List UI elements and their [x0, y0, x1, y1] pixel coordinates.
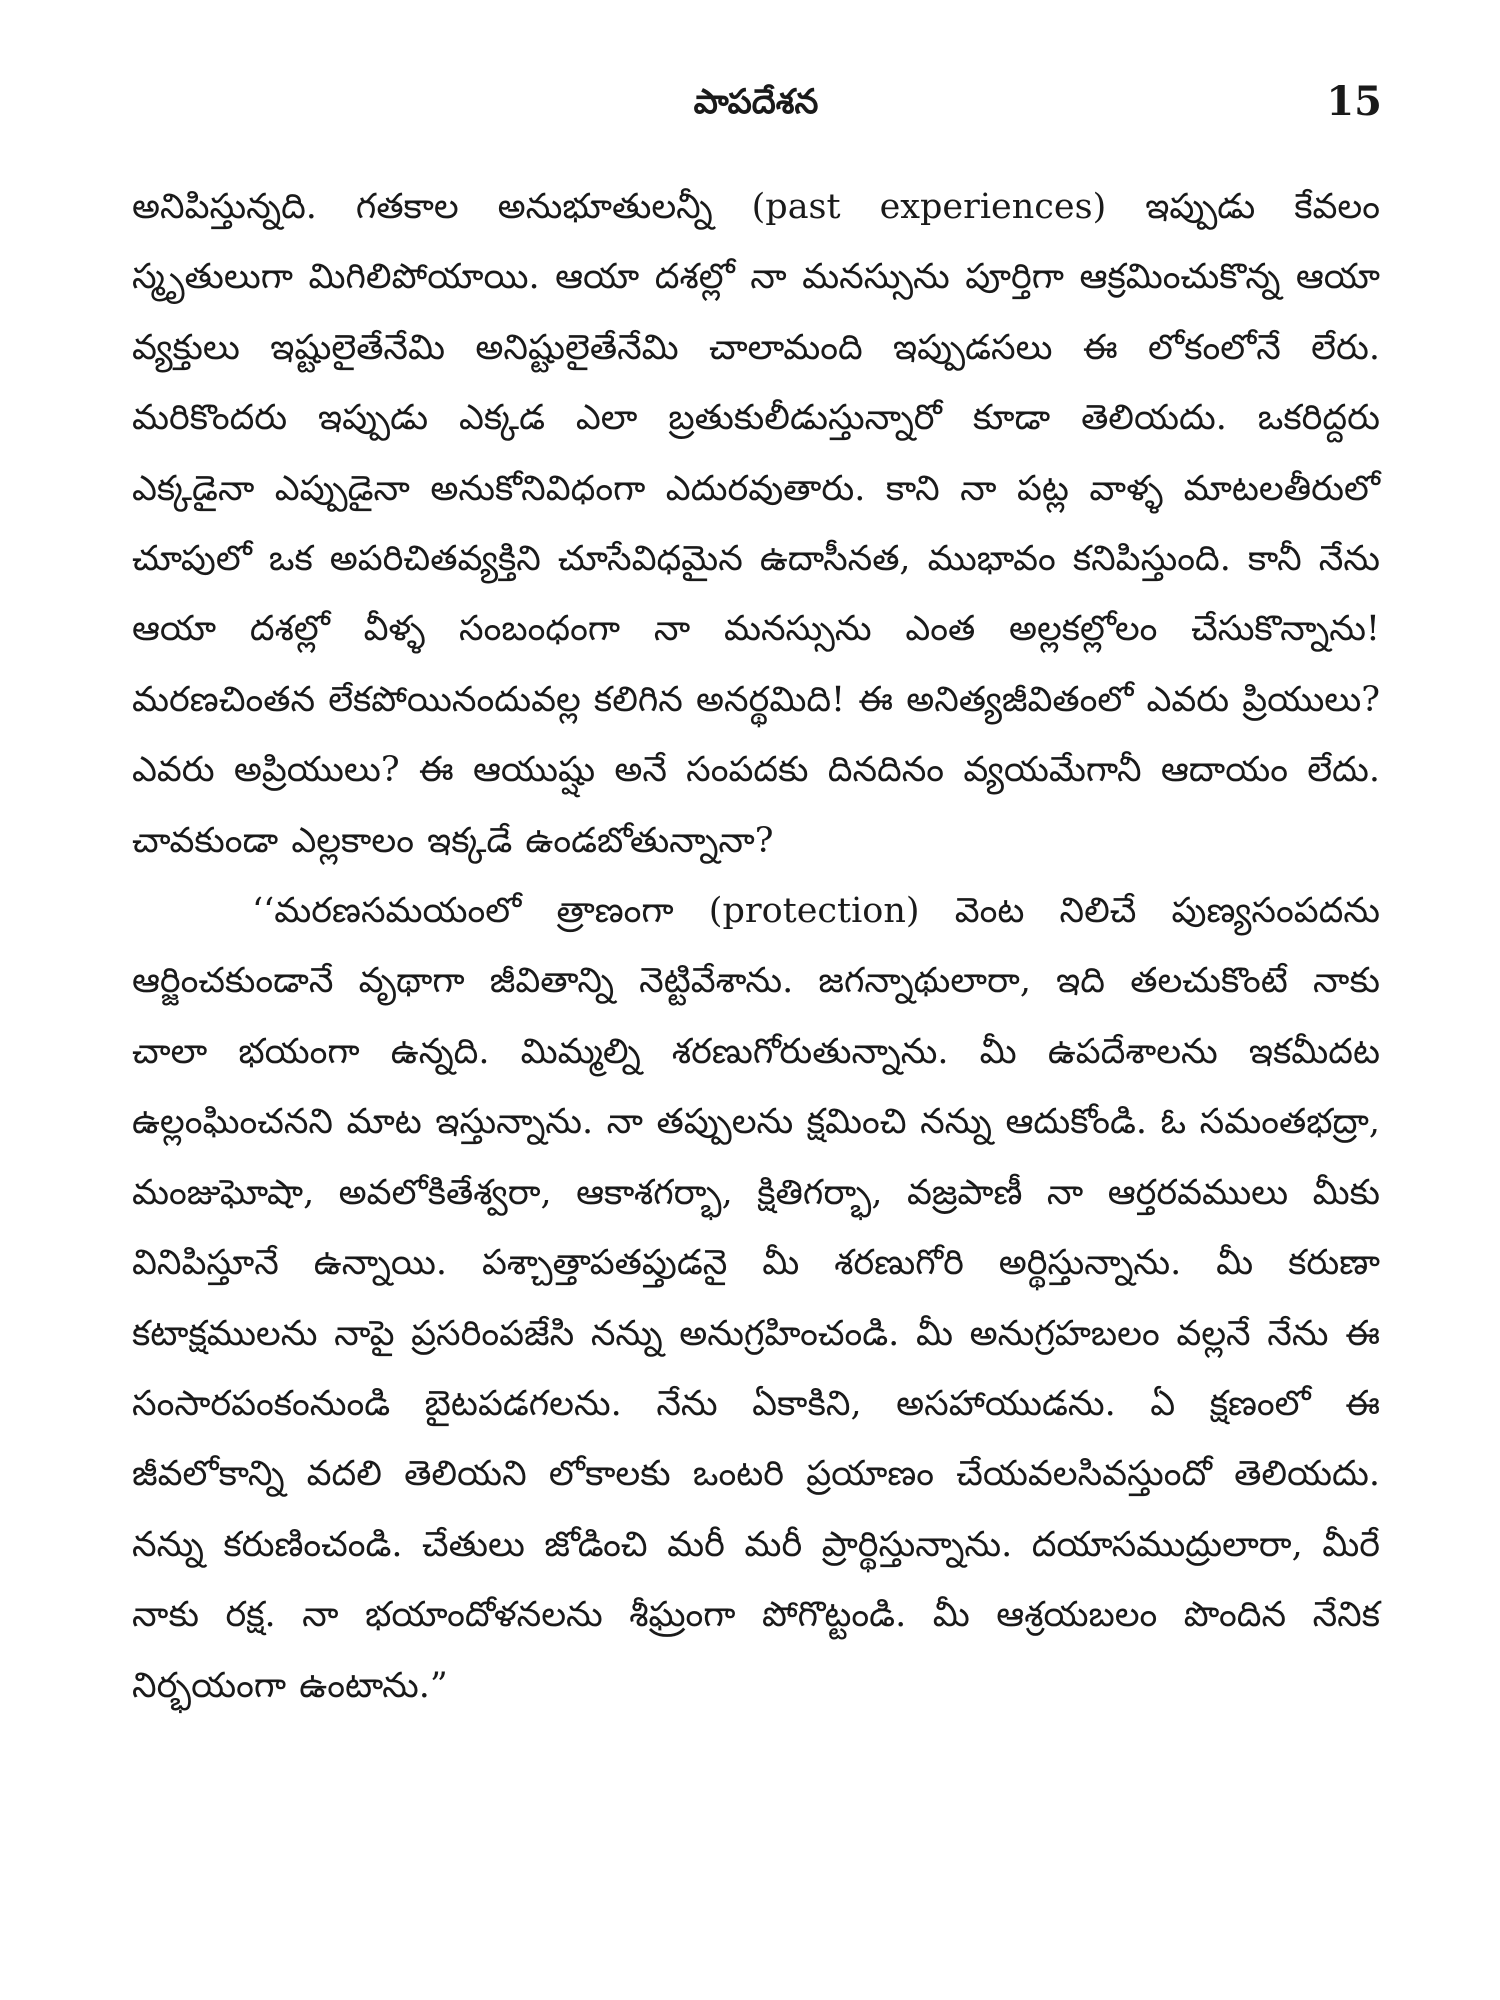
page-number: 15 [1326, 78, 1382, 125]
paragraph-quotation: ‘‘మరణసమయంలో త్రాణంగా (protection) వెంట నిలిచే పుణ్యసంపదను ఆర్జించకుండానే వృథాగా జీవితాన్ని నెట్టివేశాను. జగన్నాథులారా, ఇది తలచుకొంటే నాకు చాలా భయంగా ఉన్నది. మిమ్మల్ని శరణుగోరుతున్నాను. మీ ఉపదేశాలను ఇకమీదట ఉల్లంఘించనని మాట ఇస్తున్నాను. నా తప్పులను క్షమించి నన్ను ఆదుకోండి. ఓ సమంతభద్రా, మంజుఘోషా, అవలోకితేశ్వరా, ఆకాశగర్భా, క్షితిగర్భా, వజ్రపాణీ నా ఆర్తరవములు మీకు వినిపిస్తూనే ఉన్నాయి. పశ్చాత్తాపతప్తుడనై మీ శరణుగోరి అర్థిస్తున్నాను. మీ కరుణా కటాక్షములను నాపై ప్రసరింపజేసి నన్ను అనుగ్రహించండి. మీ అనుగ్రహబలం వల్లనే నేను ఈ సంసారపంకంనుండి బైటపడగలను. నేను ఏకాకిని, అసహాయుడను. ఏ క్షణంలో ఈ జీవలోకాన్ని వదలి తెలియని లోకాలకు ఒంటరి ప్రయాణం చేయవలసివస్తుందో తెలియదు. నన్ను కరుణించండి. చేతులు జోడించి మరీ మరీ ప్రార్థిస్తున్నాను. దయాసముద్రులారా, మీరే నాకు రక్ష. నా భయాందోళనలను శీఘ్రంగా పోగొట్టండి. మీ ఆశ్రయబలం పొందిన నేనిక నిర్భయంగా ఉంటాను.” [132, 891, 1381, 1706]
page-header [130, 72, 1382, 132]
paragraph-continued: అనిపిస్తున్నది. గతకాల అనుభూతులన్నీ (past experiences) ఇప్పుడు కేవలం స్మృతులుగా మిగిలిపోయాయి. ఆయా దశల్లో నా మనస్సును పూర్తిగా ఆక్రమించుకొన్న ఆయా వ్యక్తులు ఇష్టులైతేనేమి అనిష్టులైతేనేమి చాలామంది ఇప్పుడసలు ఈ లోకంలోనే లేరు. మరికొందరు ఇప్పుడు ఎక్కడ ఎలా బ్రతుకులీడుస్తున్నారో కూడా తెలియదు. ఒకరిద్దరు ఎక్కడైనా ఎప్పుడైనా అనుకోనివిధంగా ఎదురవుతారు. కాని నా పట్ల వాళ్ళ మాటలతీరులో చూపులో ఒక అపరిచితవ్యక్తిని చూసేవిధమైన ఉదాసీనత, ముభావం కనిపిస్తుంది. కానీ నేను ఆయా దశల్లో వీళ్ళ సంబంధంగా నా మనస్సును ఎంత అల్లకల్లోలం చేసుకొన్నాను! మరణచింతన లేకపోయినందువల్ల కలిగిన అనర్థమిది! ఈ అనిత్యజీవితంలో ఎవరు ప్రియులు? ఎవరు అప్రియులు? ఈ ఆయుష్షు అనే సంపదకు దినదినం వ్యయమేగానీ ఆదాయం లేదు. చావకుండా ఎల్లకాలం ఇక్కడే ఉండబోతున్నానా? [132, 187, 1380, 861]
running-title: పాపదేశన [693, 82, 819, 122]
body-text [132, 172, 1380, 1721]
